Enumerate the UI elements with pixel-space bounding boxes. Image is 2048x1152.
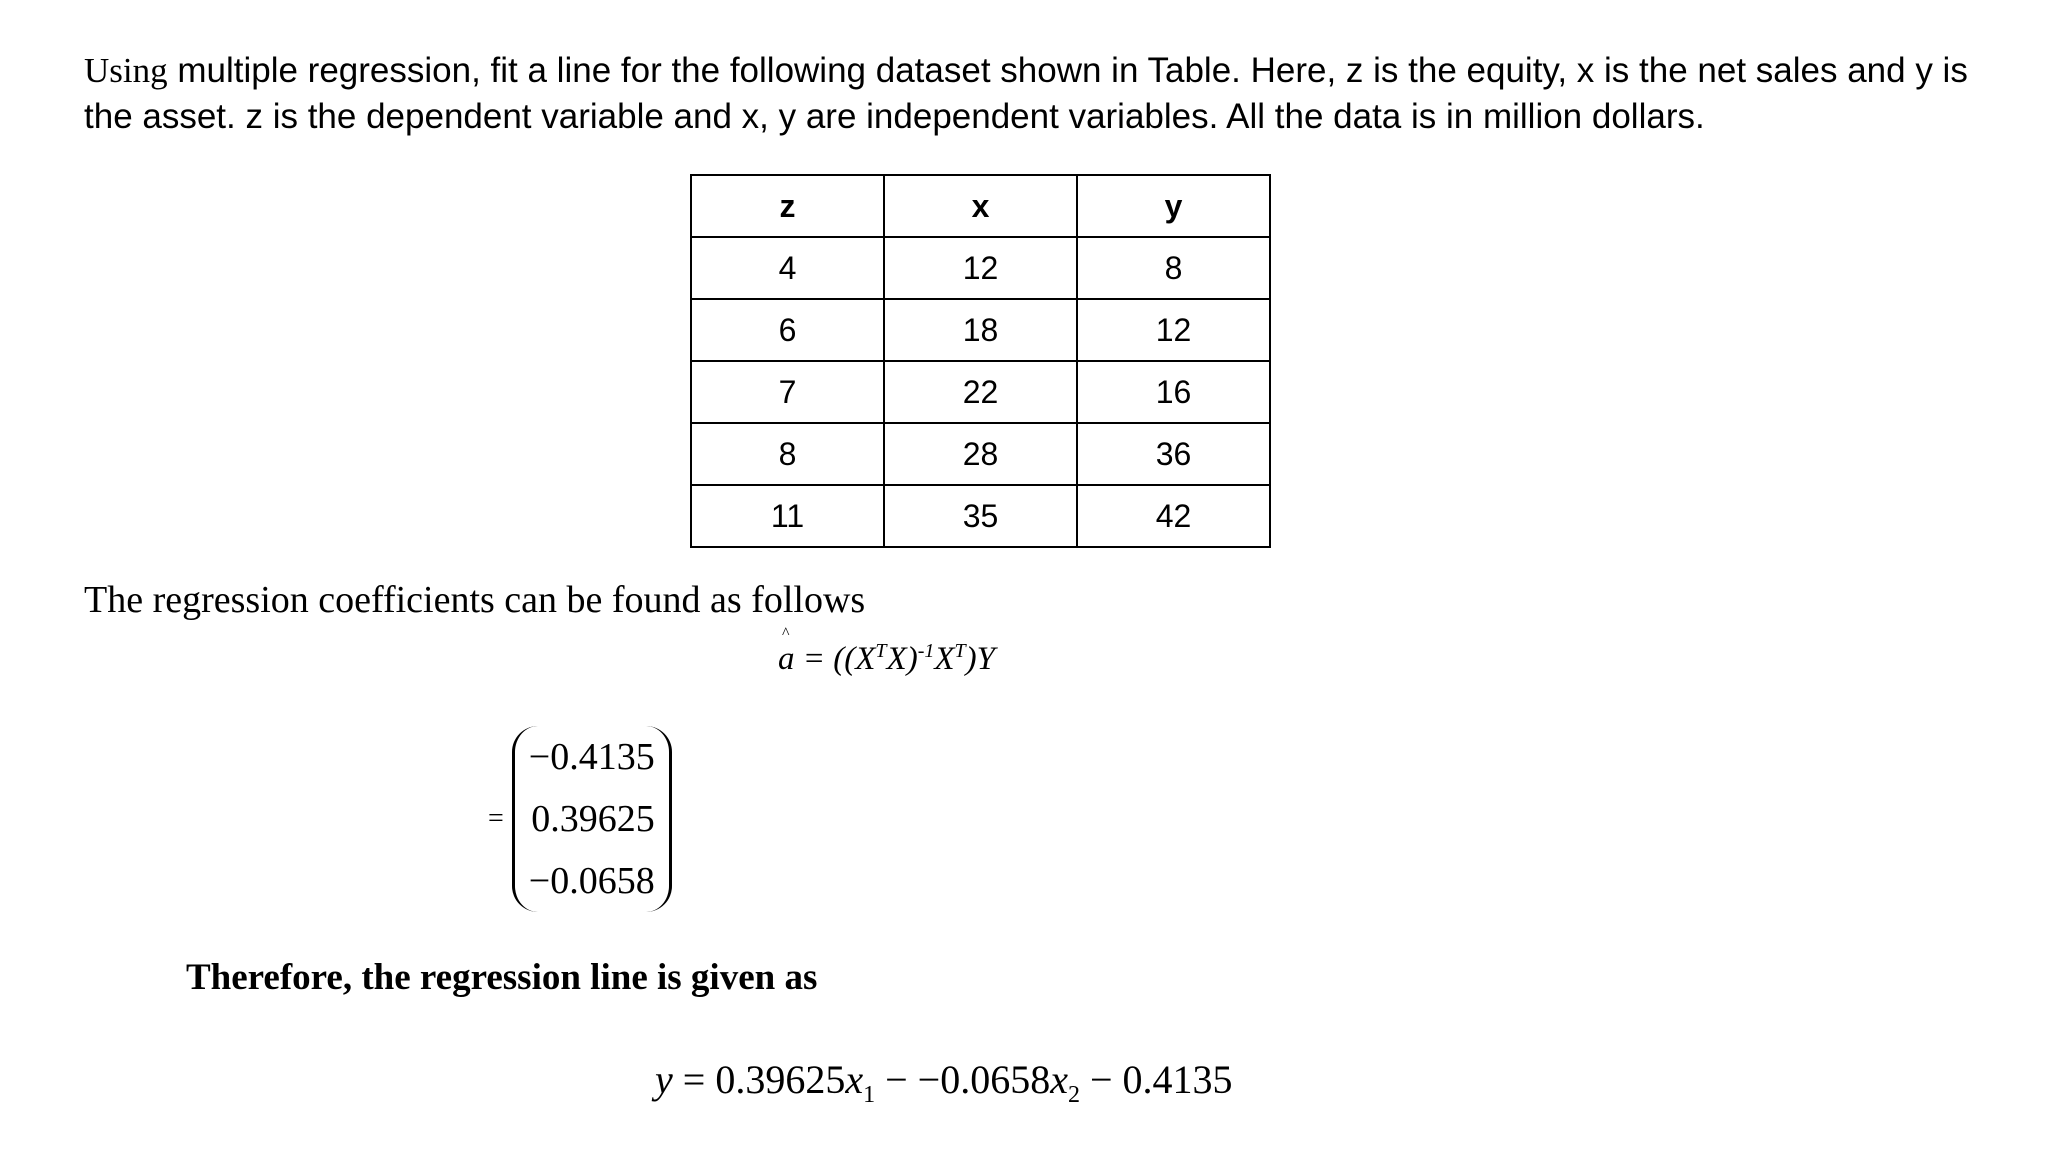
table-header-z: z	[691, 175, 884, 237]
table-cell: 8	[691, 423, 884, 485]
table-cell: 12	[884, 237, 1077, 299]
eq-part: = 0.39625	[672, 1057, 846, 1102]
table-cell: 7	[691, 361, 884, 423]
formula-part: = ((X	[802, 641, 876, 677]
intro-first-word: Using	[84, 51, 168, 90]
a-hat-symbol: ^ a	[778, 641, 795, 678]
matrix-value: −0.4135	[528, 736, 655, 778]
formula-sup: T	[954, 640, 966, 662]
table-cell: 28	[884, 423, 1077, 485]
eq-part: − 0.4135	[1079, 1057, 1233, 1102]
table-header-x: x	[884, 175, 1077, 237]
matrix-brackets	[512, 726, 672, 912]
table-cell: 12	[1077, 299, 1270, 361]
coefficients-heading: The regression coefficients can be found as follows	[84, 579, 866, 621]
eq-sub: 1	[863, 1082, 876, 1108]
intro-text: multiple regression, fit a line for the following dataset shown in Table. Here, z is the equity, x is the net sales and y is the asset. z is the dependent variable and x, y are independent variables. All the data is in million dollars.	[84, 51, 1968, 136]
table-cell: 22	[884, 361, 1077, 423]
table-row	[691, 299, 1270, 361]
eq-part: y	[655, 1057, 673, 1102]
intro-paragraph	[84, 48, 1984, 140]
formula-part: X	[934, 641, 955, 677]
table-row	[691, 485, 1270, 547]
table-row	[691, 237, 1270, 299]
formula-part: X)	[886, 641, 918, 677]
eq-part: x	[1050, 1057, 1068, 1102]
eq-part: x	[845, 1057, 864, 1102]
table-cell: 16	[1077, 361, 1270, 423]
table-cell: 18	[884, 299, 1077, 361]
coefficient-formula	[778, 640, 995, 678]
matrix-value: −0.0658	[528, 860, 655, 902]
table-row	[691, 361, 1270, 423]
formula-sup: -1	[917, 640, 935, 662]
eq-sub: 2	[1067, 1082, 1080, 1108]
data-table	[690, 174, 1271, 548]
matrix-value: 0.39625	[531, 798, 655, 840]
matrix-equals: =	[488, 803, 504, 834]
table-cell: 8	[1077, 237, 1270, 299]
table-header-y: y	[1077, 175, 1270, 237]
therefore-heading: Therefore, the regression line is given as	[186, 957, 818, 998]
table-cell: 36	[1077, 423, 1270, 485]
table-cell: 4	[691, 237, 884, 299]
table-cell: 11	[691, 485, 884, 547]
table-cell: 42	[1077, 485, 1270, 547]
table-cell: 35	[884, 485, 1077, 547]
formula-part: )Y	[965, 641, 995, 677]
formula-sup: T	[875, 640, 887, 662]
table-cell: 6	[691, 299, 884, 361]
table-header-row	[691, 175, 1270, 237]
eq-part: − −0.0658	[875, 1057, 1051, 1102]
table-row	[691, 423, 1270, 485]
regression-line-equation	[655, 1056, 1233, 1109]
coefficient-vector	[488, 726, 672, 912]
